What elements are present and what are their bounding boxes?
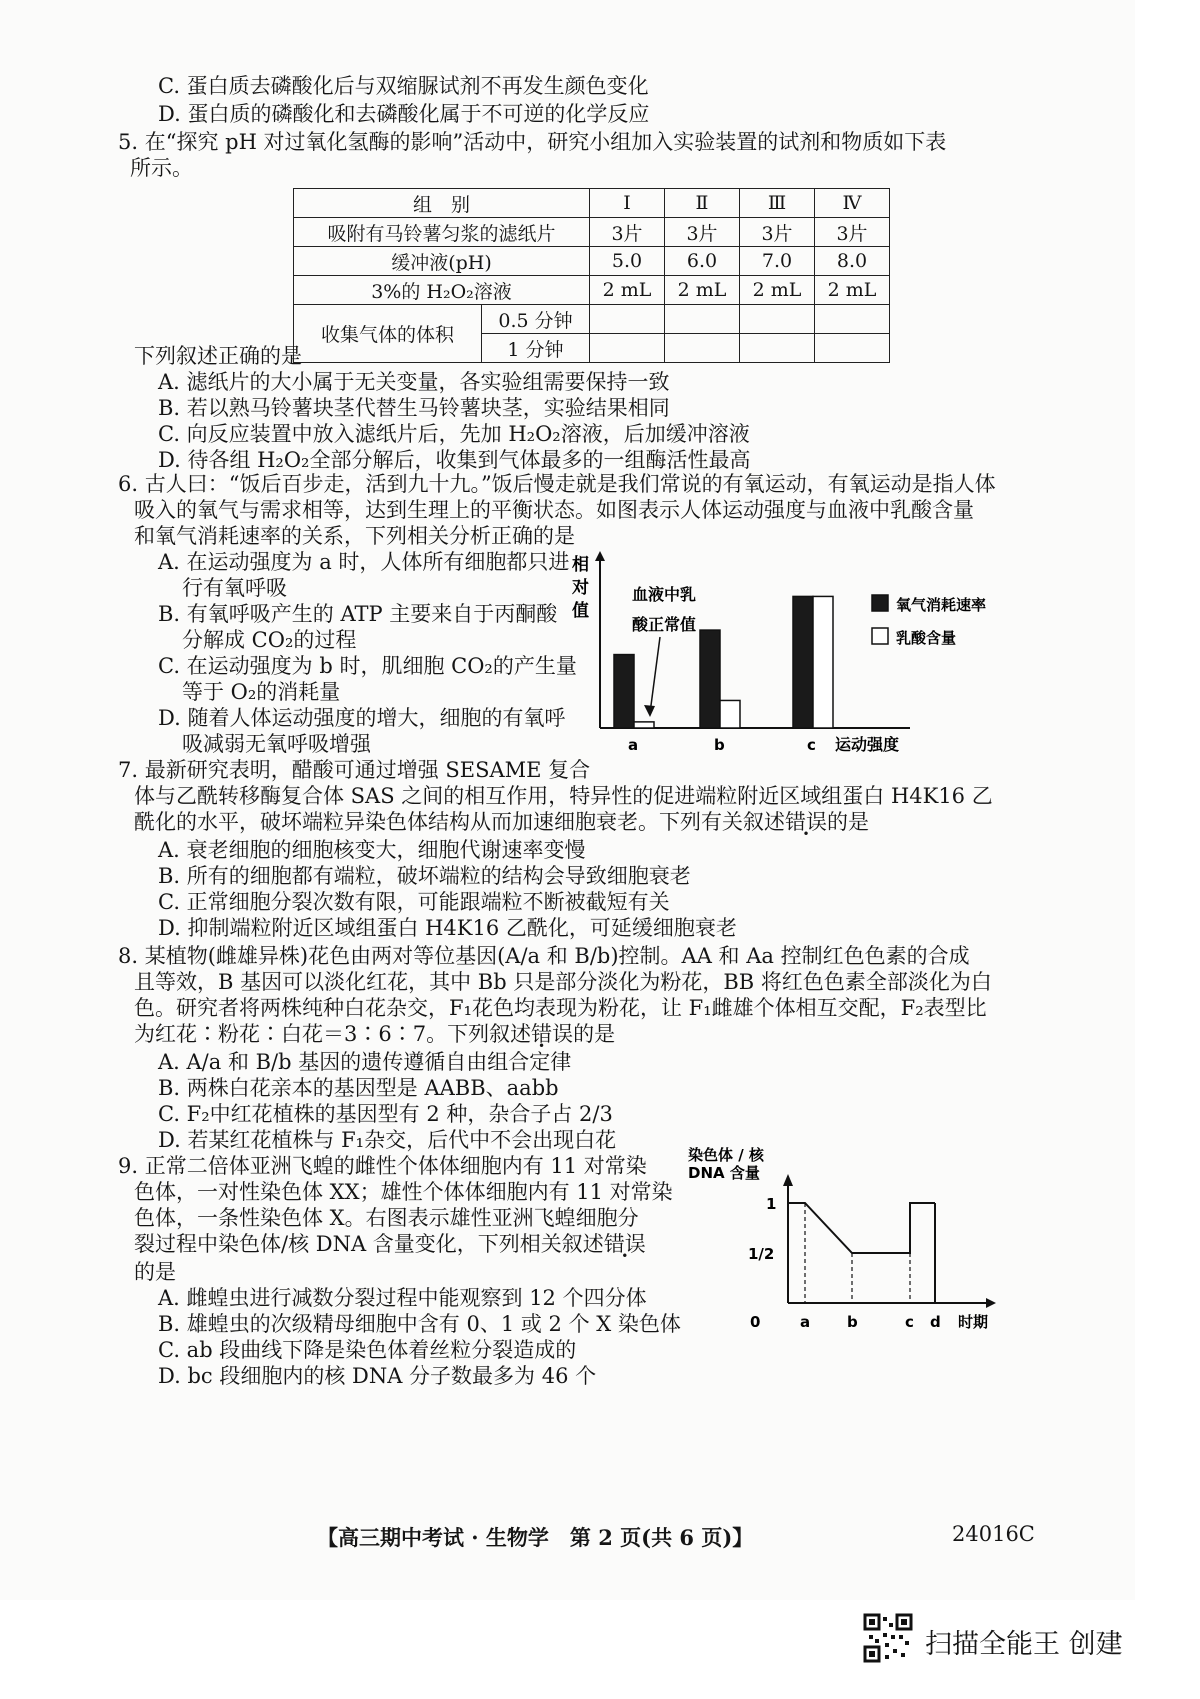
q5-experiment-table (293, 188, 890, 363)
q9-emphasis: 错误 (603, 1232, 646, 1256)
legend-label-oxygen: 氧气消耗速率 (896, 596, 987, 614)
q8-emphasis: 错 (531, 1022, 553, 1046)
table-cell: 3片 (740, 218, 815, 247)
q6-option-c-line1: C. 在运动强度为 b 时，肌细胞 CO₂的产生量 (158, 654, 577, 678)
qr-code-icon (864, 1614, 912, 1662)
x-tick-label: c (905, 1313, 914, 1331)
footer-title: 【高三期中考试 · 生物学 第 2 页(共 6 页)】 (317, 1525, 754, 1550)
table-cell-empty (815, 334, 890, 363)
chromosome-dna-line-chart (688, 1146, 1110, 1338)
x-axis-label: 时期 (958, 1313, 989, 1331)
q6-option-c-line2: 等于 O₂的消耗量 (182, 680, 341, 704)
table-cell-empty (740, 305, 815, 334)
table-cell: 1 分钟 (482, 334, 590, 363)
annotation-arrowhead (644, 705, 655, 717)
q6-stem-line1: 6. 古人曰：“饭后百步走，活到九十九。”饭后慢走就是我们常说的有氧运动，有氧运动是指人体 (118, 472, 996, 496)
table-cell: 缓冲液(pH) (294, 247, 590, 276)
legend-swatch-oxygen (872, 595, 888, 611)
y-tick-label: 1 (766, 1195, 777, 1213)
q6-option-d-line2: 吸减弱无氧呼吸增强 (182, 732, 371, 756)
table-header-3: Ⅲ (740, 189, 815, 218)
q9-option-d: D. bc 段细胞内的核 DNA 分子数最多为 46 个 (158, 1364, 597, 1388)
q9-stem-line4 (134, 1230, 646, 1258)
q6-option-a-line1: A. 在运动强度为 a 时，人体所有细胞都只进 (158, 550, 570, 574)
exercise-bar-chart (560, 545, 1020, 760)
bar-lactic-acid (813, 596, 833, 728)
q5-option-c: C. 向反应装置中放入滤纸片后，先加 H₂O₂溶液，后加缓冲溶液 (158, 422, 750, 446)
q9-stem-line1: 9. 正常二倍体亚洲飞蝗的雌性个体体细胞内有 11 对常染 (118, 1154, 647, 1178)
annotation-arrow (650, 637, 660, 713)
q6-stem-line2: 吸入的氧气与需求相等，达到生理上的平衡状态。如图表示人体运动强度与血液中乳酸含量 (134, 498, 974, 522)
table-cell: 3片 (590, 218, 665, 247)
q5-stem-line2: 所示。 (130, 156, 193, 180)
q6-stem-line3: 和氧气消耗速率的关系，下列相关分析正确的是 (134, 524, 575, 548)
table-header-1: Ⅰ (590, 189, 665, 218)
y-axis-label: 染色体 / 核 (688, 1146, 764, 1164)
q6-option-d-line1: D. 随着人体运动强度的增大，细胞的有氧呼 (158, 706, 566, 730)
table-cell: 0.5 分钟 (482, 305, 590, 334)
q9-stem-line3: 色体，一条性染色体 X。右图表示雄性亚洲飞蝗细胞分 (134, 1206, 639, 1230)
q4-option-c: C. 蛋白质去磷酸化后与双缩脲试剂不再发生颜色变化 (158, 74, 649, 98)
y-axis-label: DNA 含量 (688, 1164, 760, 1182)
q4-option-d: D. 蛋白质的磷酸化和去磷酸化属于不可逆的化学反应 (158, 102, 650, 126)
table-cell: 2 mL (740, 276, 815, 305)
table-cell: 5.0 (590, 247, 665, 276)
q7-option-d: D. 抑制端粒附近区域组蛋白 H4K16 乙酰化，可延缓细胞衰老 (158, 916, 737, 940)
y-axis-label: 相 (572, 555, 589, 575)
dna-content-line (788, 1203, 935, 1253)
q8-option-d: D. 若某红花植株与 F₁杂交，后代中不会出现白花 (158, 1128, 617, 1152)
q5-option-b: B. 若以熟马铃薯块茎代替生马铃薯块茎，实验结果相同 (158, 396, 670, 420)
q5-prompt: 下列叙述正确的是 (134, 344, 302, 368)
q7-stem-line1: 7. 最新研究表明，醋酸可通过增强 SESAME 复合 (118, 758, 591, 782)
q5-option-d: D. 待各组 H₂O₂全部分解后，收集到气体最多的一组酶活性最高 (158, 448, 751, 472)
x-tick-label: a (800, 1313, 811, 1331)
x-tick-label: a (628, 736, 639, 754)
y-axis-label: 值 (572, 601, 589, 621)
x-tick-label: b (714, 736, 725, 754)
table-cell-empty (815, 305, 890, 334)
x-tick-label: c (807, 736, 816, 754)
table-cell: 6.0 (665, 247, 740, 276)
q8-stem-line3: 色。研究者将两株纯种白花杂交，F₁花色均表现为粉花，让 F₁雌雄个体相互交配，F₂表型比 (134, 996, 987, 1020)
q8-option-b: B. 两株白花亲本的基因型是 AABB、aabb (158, 1076, 559, 1100)
table-header-group: 组 别 (294, 189, 590, 218)
q6-option-b-line1: B. 有氧呼吸产生的 ATP 主要来自于丙酮酸 (158, 602, 558, 626)
q9-option-a: A. 雌蝗虫进行减数分裂过程中能观察到 12 个四分体 (158, 1286, 647, 1310)
q6-option-b-line2: 分解成 CO₂的过程 (182, 628, 357, 652)
q6-option-a-line2: 行有氧呼吸 (182, 576, 287, 600)
table-cell: 吸附有马铃薯匀浆的滤纸片 (294, 218, 590, 247)
table-cell-empty (665, 305, 740, 334)
table-cell-gas-volume: 收集气体的体积 (294, 305, 482, 363)
bar-oxygen-consumption (700, 630, 720, 728)
table-cell: 2 mL (815, 276, 890, 305)
table-header-4: Ⅳ (815, 189, 890, 218)
table-cell: 7.0 (740, 247, 815, 276)
table-header-2: Ⅱ (665, 189, 740, 218)
legend-label-lactic: 乳酸含量 (896, 629, 957, 647)
q8-stem-line4 (134, 1020, 615, 1048)
table-cell: 8.0 (815, 247, 890, 276)
q8-stem-end: 误的是 (552, 1022, 616, 1046)
x-tick-label: d (930, 1313, 941, 1331)
table-cell-empty (740, 334, 815, 363)
q8-stem-text: 为红花∶粉花∶白花＝3∶6∶7。下列叙述 (134, 1022, 532, 1046)
table-cell: 3片 (815, 218, 890, 247)
q5-option-a: A. 滤纸片的大小属于无关变量，各实验组需要保持一致 (158, 370, 670, 394)
x-tick-label: 0 (750, 1313, 761, 1331)
q9-stem-text: 裂过程中染色体/核 DNA 含量变化，下列相关叙述 (134, 1232, 604, 1256)
q8-stem-line2: 且等效，B 基因可以淡化红花，其中 Bb 只是部分淡化为粉花，BB 将红色色素全部淡化为白 (134, 970, 992, 994)
q7-stem-line2: 体与乙酰转移酶复合体 SAS 之间的相互作用，特异性的促进端粒附近区域组蛋白 H4K16 乙 (134, 784, 993, 808)
q7-option-b: B. 所有的细胞都有端粒，破坏端粒的结构会导致细胞衰老 (158, 864, 691, 888)
table-cell: 2 mL (665, 276, 740, 305)
q9-option-c: C. ab 段曲线下降是染色体着丝粒分裂造成的 (158, 1338, 577, 1362)
bar-oxygen-consumption (614, 655, 634, 728)
q7-option-c: C. 正常细胞分裂次数有限，可能跟端粒不断被截短有关 (158, 890, 670, 914)
q8-stem-line1: 8. 某植物(雌雄异株)花色由两对等位基因(A/a 和 B/b)控制。AA 和 Aa 控制红色色素的合成 (118, 944, 970, 968)
q9-stem-line2: 色体，一对性染色体 XX；雄性个体体细胞内有 11 对常染 (134, 1180, 673, 1204)
bar-oxygen-consumption (793, 596, 813, 728)
footer-code: 24016C (952, 1522, 1035, 1546)
x-tick-label: b (847, 1313, 858, 1331)
annotation-label: 血液中乳 (632, 585, 697, 604)
q8-option-c: C. F₂中红花植株的基因型有 2 种，杂合子占 2/3 (158, 1102, 613, 1126)
bar-lactic-acid (720, 700, 740, 728)
table-cell: 3%的 H₂O₂溶液 (294, 276, 590, 305)
q7-option-a: A. 衰老细胞的细胞核变大，细胞代谢速率变慢 (158, 838, 586, 862)
q7-stem-end: 的是 (827, 810, 869, 834)
y-tick-label: 1/2 (748, 1245, 775, 1263)
table-cell: 2 mL (590, 276, 665, 305)
q7-emphasis: 错误 (785, 810, 827, 834)
x-axis-label: 运动强度 (835, 735, 900, 754)
table-cell: 3片 (665, 218, 740, 247)
scanner-watermark (0, 1600, 1200, 1699)
x-axis-arrow (986, 1298, 996, 1308)
y-axis-arrow (595, 551, 605, 561)
annotation-label: 酸正常值 (632, 615, 697, 634)
q7-stem-text: 酰化的水平，破坏端粒异染色体结构从而加速细胞衰老。下列有关叙述 (134, 810, 785, 834)
q9-stem-line5: 的是 (134, 1260, 176, 1284)
table-cell-empty (590, 305, 665, 334)
y-axis-label: 对 (572, 578, 589, 598)
q9-option-b: B. 雄蝗虫的次级精母细胞中含有 0、1 或 2 个 X 染色体 (158, 1312, 681, 1336)
q8-option-a: A. A/a 和 B/b 基因的遗传遵循自由组合定律 (158, 1050, 572, 1074)
q7-stem-line3 (134, 808, 869, 836)
scanner-brand-text: 扫描全能王 创建 (925, 1629, 1123, 1660)
table-cell-empty (590, 334, 665, 363)
y-axis-arrow (783, 1174, 793, 1186)
table-cell-empty (665, 334, 740, 363)
bar-lactic-acid (634, 722, 654, 728)
q5-stem-line1: 5. 在“探究 pH 对过氧化氢酶的影响”活动中，研究小组加入实验装置的试剂和物质如下表 (118, 130, 947, 154)
legend-swatch-lactic (872, 628, 888, 644)
